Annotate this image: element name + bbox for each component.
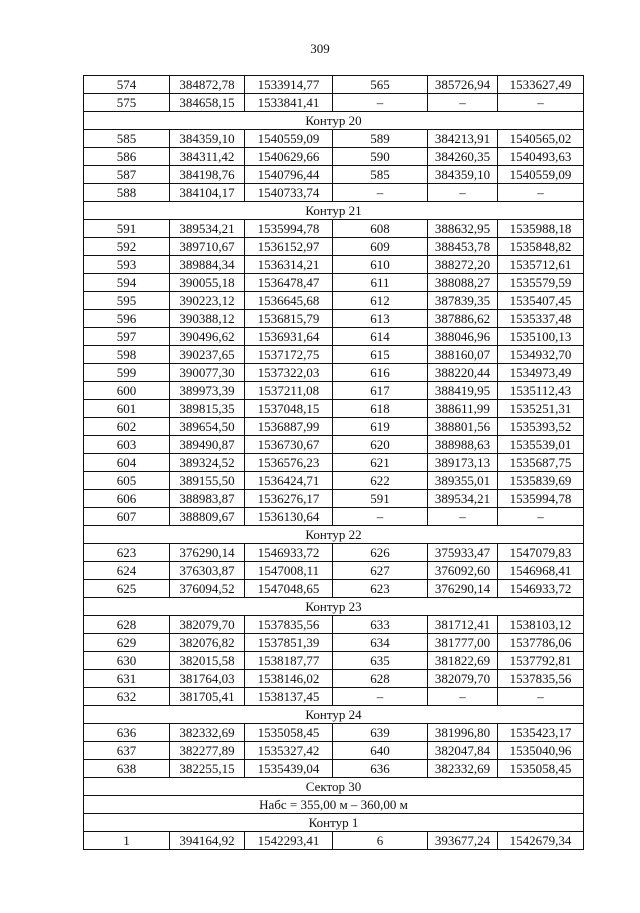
- point-number-cell: 588: [84, 184, 170, 202]
- section-header-row: [84, 598, 584, 616]
- y-coordinate-cell: 1535712,61: [498, 256, 584, 274]
- table-row: [84, 238, 584, 256]
- point-number-cell: 591: [84, 220, 170, 238]
- table-row: [84, 508, 584, 526]
- section-header-row: [84, 202, 584, 220]
- x-coordinate-cell: 384198,76: [170, 166, 245, 184]
- table-row: [84, 310, 584, 328]
- x-coordinate-cell: 388220,44: [428, 364, 498, 382]
- x-coordinate-cell: 388453,78: [428, 238, 498, 256]
- y-coordinate-cell: 1538103,12: [498, 616, 584, 634]
- x-coordinate-cell: 389710,67: [170, 238, 245, 256]
- y-coordinate-cell: 1535100,13: [498, 328, 584, 346]
- x-coordinate-cell: 393677,24: [428, 832, 498, 850]
- x-coordinate-cell: 388088,27: [428, 274, 498, 292]
- point-number-cell: 623: [84, 544, 170, 562]
- y-coordinate-cell: 1537211,08: [245, 382, 333, 400]
- y-coordinate-cell: 1547008,11: [245, 562, 333, 580]
- point-number-cell: 587: [84, 166, 170, 184]
- x-coordinate-cell: 382015,58: [170, 652, 245, 670]
- point-number-cell: 585: [333, 166, 428, 184]
- x-coordinate-cell: 376303,87: [170, 562, 245, 580]
- y-coordinate-cell: 1540559,09: [498, 166, 584, 184]
- point-number-cell: 605: [84, 472, 170, 490]
- point-number-cell: 620: [333, 436, 428, 454]
- x-coordinate-cell: 387839,35: [428, 292, 498, 310]
- coordinates-table: [83, 75, 584, 850]
- x-coordinate-cell: 388272,20: [428, 256, 498, 274]
- y-coordinate-cell: 1535994,78: [245, 220, 333, 238]
- x-coordinate-cell: 389155,50: [170, 472, 245, 490]
- y-coordinate-cell: 1537172,75: [245, 346, 333, 364]
- x-coordinate-cell: 388809,67: [170, 508, 245, 526]
- x-coordinate-cell: 382332,69: [170, 724, 245, 742]
- x-coordinate-cell: 388160,07: [428, 346, 498, 364]
- table-row: [84, 670, 584, 688]
- table-row: [84, 382, 584, 400]
- y-coordinate-cell: 1538137,45: [245, 688, 333, 706]
- table-row: [84, 292, 584, 310]
- section-header: Контур 21: [84, 202, 584, 220]
- x-coordinate-cell: 375933,47: [428, 544, 498, 562]
- point-number-cell: 600: [84, 382, 170, 400]
- y-coordinate-cell: 1535439,04: [245, 760, 333, 778]
- x-coordinate-cell: 389654,50: [170, 418, 245, 436]
- point-number-cell: 631: [84, 670, 170, 688]
- x-coordinate-cell: 376290,14: [428, 580, 498, 598]
- x-coordinate-cell: 388988,63: [428, 436, 498, 454]
- y-coordinate-cell: 1535848,82: [498, 238, 584, 256]
- x-coordinate-cell: 384359,10: [170, 130, 245, 148]
- y-coordinate-cell: 1535579,59: [498, 274, 584, 292]
- point-number-cell: –: [333, 184, 428, 202]
- table-row: [84, 760, 584, 778]
- y-coordinate-cell: 1535393,52: [498, 418, 584, 436]
- x-coordinate-cell: 381705,41: [170, 688, 245, 706]
- section-header-row: [84, 526, 584, 544]
- y-coordinate-cell: 1540559,09: [245, 130, 333, 148]
- table-row: [84, 220, 584, 238]
- point-number-cell: 629: [84, 634, 170, 652]
- y-coordinate-cell: 1534973,49: [498, 364, 584, 382]
- point-number-cell: 604: [84, 454, 170, 472]
- point-number-cell: 610: [333, 256, 428, 274]
- y-coordinate-cell: 1540733,74: [245, 184, 333, 202]
- table-row: [84, 454, 584, 472]
- section-header-row: [84, 814, 584, 832]
- point-number-cell: 636: [333, 760, 428, 778]
- point-number-cell: 630: [84, 652, 170, 670]
- point-number-cell: 613: [333, 310, 428, 328]
- table-row: [84, 652, 584, 670]
- point-number-cell: 591: [333, 490, 428, 508]
- point-number-cell: 624: [84, 562, 170, 580]
- x-coordinate-cell: –: [428, 688, 498, 706]
- table-row: [84, 400, 584, 418]
- x-coordinate-cell: 388983,87: [170, 490, 245, 508]
- x-coordinate-cell: 382255,15: [170, 760, 245, 778]
- y-coordinate-cell: 1534932,70: [498, 346, 584, 364]
- point-number-cell: 638: [84, 760, 170, 778]
- x-coordinate-cell: 382332,69: [428, 760, 498, 778]
- table-row: [84, 166, 584, 184]
- x-coordinate-cell: 388046,96: [428, 328, 498, 346]
- x-coordinate-cell: 384658,15: [170, 94, 245, 112]
- point-number-cell: 628: [84, 616, 170, 634]
- x-coordinate-cell: 382079,70: [428, 670, 498, 688]
- y-coordinate-cell: 1535058,45: [498, 760, 584, 778]
- table-row: [84, 832, 584, 850]
- section-header: Контур 24: [84, 706, 584, 724]
- x-coordinate-cell: 388611,99: [428, 400, 498, 418]
- point-number-cell: 627: [333, 562, 428, 580]
- point-number-cell: 612: [333, 292, 428, 310]
- section-header: Контур 22: [84, 526, 584, 544]
- point-number-cell: 590: [333, 148, 428, 166]
- x-coordinate-cell: 390388,12: [170, 310, 245, 328]
- y-coordinate-cell: 1547048,65: [245, 580, 333, 598]
- point-number-cell: 597: [84, 328, 170, 346]
- table-row: [84, 724, 584, 742]
- point-number-cell: 615: [333, 346, 428, 364]
- table-row: [84, 634, 584, 652]
- x-coordinate-cell: 389973,39: [170, 382, 245, 400]
- table-row: [84, 436, 584, 454]
- table-row: [84, 688, 584, 706]
- x-coordinate-cell: 381764,03: [170, 670, 245, 688]
- x-coordinate-cell: 389324,52: [170, 454, 245, 472]
- table-row: [84, 562, 584, 580]
- x-coordinate-cell: 389355,01: [428, 472, 498, 490]
- section-header-row: [84, 778, 584, 796]
- x-coordinate-cell: 389490,87: [170, 436, 245, 454]
- point-number-cell: 626: [333, 544, 428, 562]
- section-header: Сектор 30: [84, 778, 584, 796]
- y-coordinate-cell: 1540493,63: [498, 148, 584, 166]
- section-header: Контур 20: [84, 112, 584, 130]
- y-coordinate-cell: 1538146,02: [245, 670, 333, 688]
- table-row: [84, 184, 584, 202]
- x-coordinate-cell: 381777,00: [428, 634, 498, 652]
- y-coordinate-cell: 1535988,18: [498, 220, 584, 238]
- point-number-cell: 592: [84, 238, 170, 256]
- y-coordinate-cell: 1546933,72: [245, 544, 333, 562]
- x-coordinate-cell: –: [428, 508, 498, 526]
- table-row: [84, 94, 584, 112]
- x-coordinate-cell: 389884,34: [170, 256, 245, 274]
- table-row: [84, 130, 584, 148]
- y-coordinate-cell: 1535337,48: [498, 310, 584, 328]
- point-number-cell: 599: [84, 364, 170, 382]
- point-number-cell: –: [333, 508, 428, 526]
- x-coordinate-cell: 376092,60: [428, 562, 498, 580]
- table-row: [84, 76, 584, 94]
- point-number-cell: –: [333, 688, 428, 706]
- y-coordinate-cell: 1535251,31: [498, 400, 584, 418]
- section-header: Набс = 355,00 м – 360,00 м: [84, 796, 584, 814]
- y-coordinate-cell: 1536815,79: [245, 310, 333, 328]
- y-coordinate-cell: –: [498, 508, 584, 526]
- table-row: [84, 148, 584, 166]
- table-row: [84, 580, 584, 598]
- x-coordinate-cell: 381822,69: [428, 652, 498, 670]
- point-number-cell: 622: [333, 472, 428, 490]
- point-number-cell: 633: [333, 616, 428, 634]
- section-header: Контур 23: [84, 598, 584, 616]
- y-coordinate-cell: 1535058,45: [245, 724, 333, 742]
- point-number-cell: 589: [333, 130, 428, 148]
- y-coordinate-cell: 1540629,66: [245, 148, 333, 166]
- x-coordinate-cell: 376290,14: [170, 544, 245, 562]
- point-number-cell: 608: [333, 220, 428, 238]
- y-coordinate-cell: 1546968,41: [498, 562, 584, 580]
- table-row: [84, 256, 584, 274]
- x-coordinate-cell: 390496,62: [170, 328, 245, 346]
- y-coordinate-cell: 1536130,64: [245, 508, 333, 526]
- y-coordinate-cell: 1535407,45: [498, 292, 584, 310]
- x-coordinate-cell: 388419,95: [428, 382, 498, 400]
- point-number-cell: 598: [84, 346, 170, 364]
- x-coordinate-cell: 388801,56: [428, 418, 498, 436]
- y-coordinate-cell: 1533914,77: [245, 76, 333, 94]
- point-number-cell: 614: [333, 328, 428, 346]
- x-coordinate-cell: 390223,12: [170, 292, 245, 310]
- section-header-row: [84, 112, 584, 130]
- point-number-cell: 594: [84, 274, 170, 292]
- table-row: [84, 616, 584, 634]
- y-coordinate-cell: 1536576,23: [245, 454, 333, 472]
- y-coordinate-cell: 1546933,72: [498, 580, 584, 598]
- x-coordinate-cell: 390055,18: [170, 274, 245, 292]
- point-number-cell: 619: [333, 418, 428, 436]
- x-coordinate-cell: 385726,94: [428, 76, 498, 94]
- y-coordinate-cell: 1536478,47: [245, 274, 333, 292]
- y-coordinate-cell: 1547079,83: [498, 544, 584, 562]
- point-number-cell: 618: [333, 400, 428, 418]
- x-coordinate-cell: 384311,42: [170, 148, 245, 166]
- y-coordinate-cell: 1537851,39: [245, 634, 333, 652]
- point-number-cell: 565: [333, 76, 428, 94]
- point-number-cell: 621: [333, 454, 428, 472]
- x-coordinate-cell: 394164,92: [170, 832, 245, 850]
- point-number-cell: 640: [333, 742, 428, 760]
- x-coordinate-cell: 390237,65: [170, 346, 245, 364]
- section-header: Контур 1: [84, 814, 584, 832]
- y-coordinate-cell: –: [498, 94, 584, 112]
- point-number-cell: 639: [333, 724, 428, 742]
- point-number-cell: 601: [84, 400, 170, 418]
- point-number-cell: 625: [84, 580, 170, 598]
- point-number-cell: 575: [84, 94, 170, 112]
- point-number-cell: 635: [333, 652, 428, 670]
- y-coordinate-cell: 1537792,81: [498, 652, 584, 670]
- table-row: [84, 274, 584, 292]
- y-coordinate-cell: 1536931,64: [245, 328, 333, 346]
- y-coordinate-cell: 1537322,03: [245, 364, 333, 382]
- x-coordinate-cell: –: [428, 94, 498, 112]
- table-row: [84, 490, 584, 508]
- section-header-row: [84, 796, 584, 814]
- point-number-cell: 606: [84, 490, 170, 508]
- y-coordinate-cell: 1540796,44: [245, 166, 333, 184]
- point-number-cell: 636: [84, 724, 170, 742]
- y-coordinate-cell: 1536276,17: [245, 490, 333, 508]
- point-number-cell: 616: [333, 364, 428, 382]
- y-coordinate-cell: 1542293,41: [245, 832, 333, 850]
- x-coordinate-cell: 384359,10: [428, 166, 498, 184]
- y-coordinate-cell: 1535994,78: [498, 490, 584, 508]
- table-row: [84, 364, 584, 382]
- point-number-cell: 611: [333, 274, 428, 292]
- section-header-row: [84, 706, 584, 724]
- x-coordinate-cell: 389534,21: [170, 220, 245, 238]
- table-row: [84, 472, 584, 490]
- point-number-cell: 634: [333, 634, 428, 652]
- coordinates-table-body: [84, 76, 584, 850]
- point-number-cell: 607: [84, 508, 170, 526]
- y-coordinate-cell: 1535687,75: [498, 454, 584, 472]
- point-number-cell: 6: [333, 832, 428, 850]
- y-coordinate-cell: 1537835,56: [498, 670, 584, 688]
- x-coordinate-cell: 387886,62: [428, 310, 498, 328]
- y-coordinate-cell: –: [498, 688, 584, 706]
- y-coordinate-cell: 1536424,71: [245, 472, 333, 490]
- x-coordinate-cell: 388632,95: [428, 220, 498, 238]
- x-coordinate-cell: 384260,35: [428, 148, 498, 166]
- y-coordinate-cell: 1536645,68: [245, 292, 333, 310]
- point-number-cell: 609: [333, 238, 428, 256]
- y-coordinate-cell: 1536152,97: [245, 238, 333, 256]
- point-number-cell: 632: [84, 688, 170, 706]
- point-number-cell: 623: [333, 580, 428, 598]
- x-coordinate-cell: 390077,30: [170, 364, 245, 382]
- point-number-cell: 1: [84, 832, 170, 850]
- table-row: [84, 742, 584, 760]
- x-coordinate-cell: 381712,41: [428, 616, 498, 634]
- y-coordinate-cell: 1542679,34: [498, 832, 584, 850]
- page-number: 309: [310, 41, 330, 56]
- point-number-cell: 603: [84, 436, 170, 454]
- y-coordinate-cell: 1538187,77: [245, 652, 333, 670]
- y-coordinate-cell: 1537048,15: [245, 400, 333, 418]
- y-coordinate-cell: 1533841,41: [245, 94, 333, 112]
- y-coordinate-cell: 1536730,67: [245, 436, 333, 454]
- y-coordinate-cell: 1535423,17: [498, 724, 584, 742]
- point-number-cell: 637: [84, 742, 170, 760]
- y-coordinate-cell: 1535839,69: [498, 472, 584, 490]
- point-number-cell: –: [333, 94, 428, 112]
- x-coordinate-cell: 382076,82: [170, 634, 245, 652]
- point-number-cell: 602: [84, 418, 170, 436]
- x-coordinate-cell: 382277,89: [170, 742, 245, 760]
- x-coordinate-cell: 384213,91: [428, 130, 498, 148]
- point-number-cell: 574: [84, 76, 170, 94]
- table-row: [84, 544, 584, 562]
- y-coordinate-cell: 1536887,99: [245, 418, 333, 436]
- x-coordinate-cell: 384872,78: [170, 76, 245, 94]
- y-coordinate-cell: 1537786,06: [498, 634, 584, 652]
- x-coordinate-cell: 389815,35: [170, 400, 245, 418]
- point-number-cell: 586: [84, 148, 170, 166]
- x-coordinate-cell: 376094,52: [170, 580, 245, 598]
- table-row: [84, 346, 584, 364]
- table-row: [84, 418, 584, 436]
- y-coordinate-cell: 1535539,01: [498, 436, 584, 454]
- y-coordinate-cell: 1536314,21: [245, 256, 333, 274]
- x-coordinate-cell: 382079,70: [170, 616, 245, 634]
- y-coordinate-cell: 1535040,96: [498, 742, 584, 760]
- y-coordinate-cell: 1537835,56: [245, 616, 333, 634]
- point-number-cell: 593: [84, 256, 170, 274]
- point-number-cell: 617: [333, 382, 428, 400]
- x-coordinate-cell: –: [428, 184, 498, 202]
- y-coordinate-cell: 1533627,49: [498, 76, 584, 94]
- y-coordinate-cell: 1535327,42: [245, 742, 333, 760]
- table-row: [84, 328, 584, 346]
- x-coordinate-cell: 382047,84: [428, 742, 498, 760]
- point-number-cell: 595: [84, 292, 170, 310]
- x-coordinate-cell: 389173,13: [428, 454, 498, 472]
- x-coordinate-cell: 389534,21: [428, 490, 498, 508]
- x-coordinate-cell: 381996,80: [428, 724, 498, 742]
- point-number-cell: 628: [333, 670, 428, 688]
- point-number-cell: 585: [84, 130, 170, 148]
- x-coordinate-cell: 384104,17: [170, 184, 245, 202]
- point-number-cell: 596: [84, 310, 170, 328]
- y-coordinate-cell: –: [498, 184, 584, 202]
- y-coordinate-cell: 1535112,43: [498, 382, 584, 400]
- y-coordinate-cell: 1540565,02: [498, 130, 584, 148]
